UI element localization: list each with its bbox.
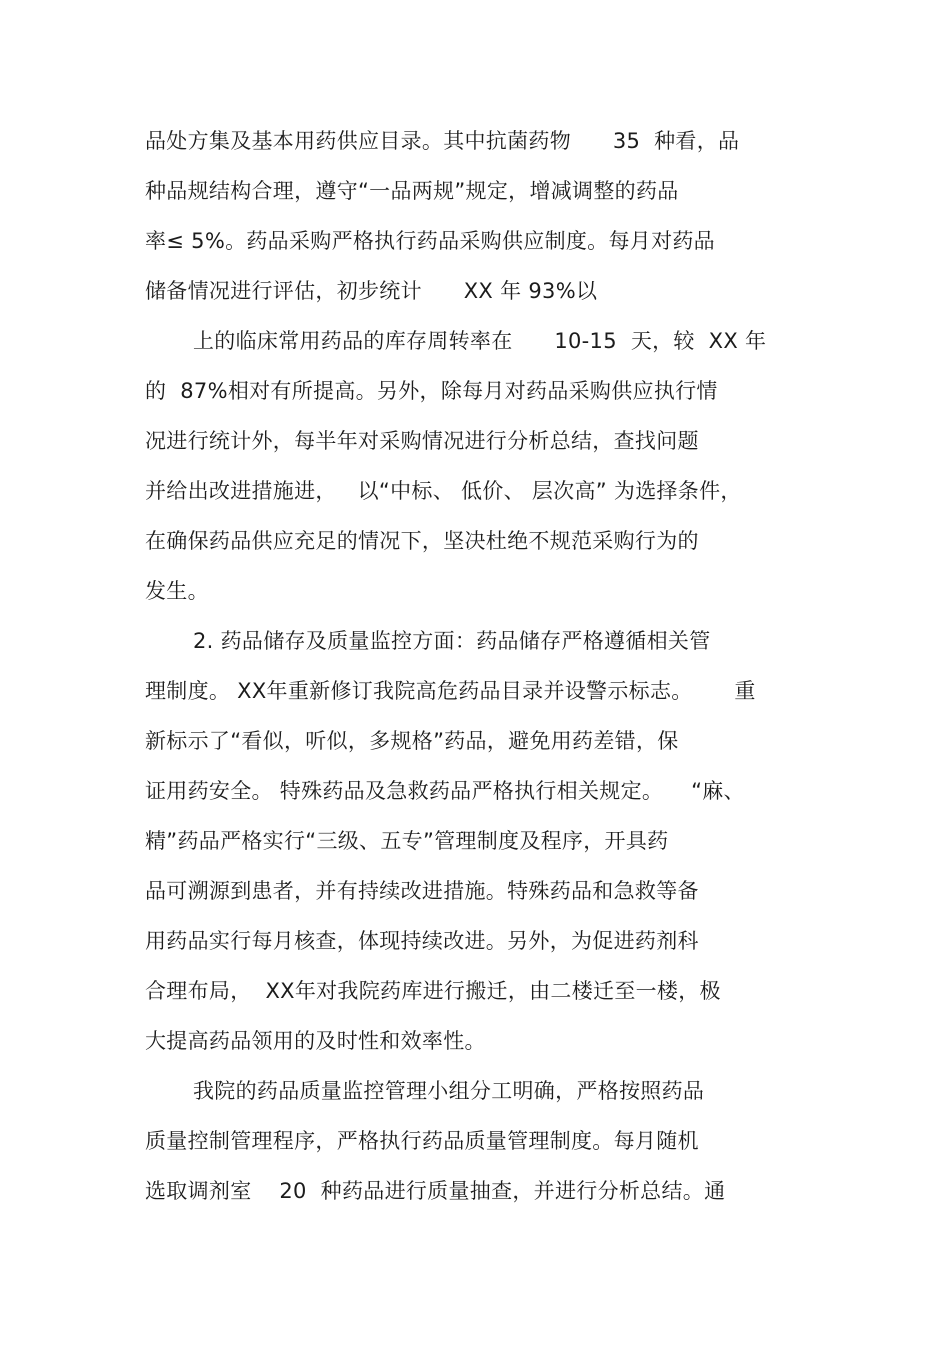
text-line-8: 并给出改进措施进， 以“中标、 低价、 层次高” 为选择条件， bbox=[145, 479, 742, 503]
text-line-13: 新标示了“看似，听似，多规格”药品，避免用药差错，保 bbox=[145, 729, 679, 753]
text-line-6: 的 87%相对有所提高。另外，除每月对药品采购供应执行情 bbox=[145, 379, 718, 403]
text-line-11: 2. 药品储存及质量监控方面：药品储存严格遵循相关管 bbox=[193, 629, 711, 653]
text-line-18: 合理布局， XX年对我院药库进行搬迁，由二楼迁至一楼，极 bbox=[145, 979, 721, 1003]
text-line-3: 率≤ 5%。药品采购严格执行药品采购供应制度。每月对药品 bbox=[145, 229, 715, 253]
text-line-7: 况进行统计外，每半年对采购情况进行分析总结，查找问题 bbox=[145, 429, 699, 453]
text-line-20: 我院的药品质量监控管理小组分工明确，严格按照药品 bbox=[193, 1079, 705, 1103]
text-line-4: 储备情况进行评估，初步统计 XX 年 93%以 bbox=[145, 279, 598, 303]
text-line-17: 用药品实行每月核查，体现持续改进。另外，为促进药剂科 bbox=[145, 929, 699, 953]
text-line-16: 品可溯源到患者，并有持续改进措施。特殊药品和急救等备 bbox=[145, 879, 699, 903]
text-line-5: 上的临床常用药品的库存周转率在 10-15 天，较 XX 年 bbox=[193, 329, 767, 353]
text-line-10: 发生。 bbox=[145, 579, 209, 603]
text-line-9: 在确保药品供应充足的情况下，坚决杜绝不规范采购行为的 bbox=[145, 529, 699, 553]
text-line-14: 证用药安全。 特殊药品及急救药品严格执行相关规定。 “麻、 bbox=[145, 779, 745, 803]
text-line-15: 精”药品严格实行“三级、五专”管理制度及程序，开具药 bbox=[145, 829, 669, 853]
text-line-21: 质量控制管理程序，严格执行药品质量管理制度。每月随机 bbox=[145, 1129, 699, 1153]
text-line-1: 品处方集及基本用药供应目录。其中抗菌药物 35 种看，品 bbox=[145, 129, 740, 153]
text-line-2: 种品规结构合理，遵守“一品两规”规定，增减调整的药品 bbox=[145, 179, 679, 203]
text-line-12: 理制度。 XX年重新修订我院高危药品目录并设警示标志。 重 bbox=[145, 679, 756, 703]
text-line-22: 选取调剂室 20 种药品进行质量抽查，并进行分析总结。通 bbox=[145, 1179, 726, 1203]
text-line-19: 大提高药品领用的及时性和效率性。 bbox=[145, 1029, 486, 1053]
